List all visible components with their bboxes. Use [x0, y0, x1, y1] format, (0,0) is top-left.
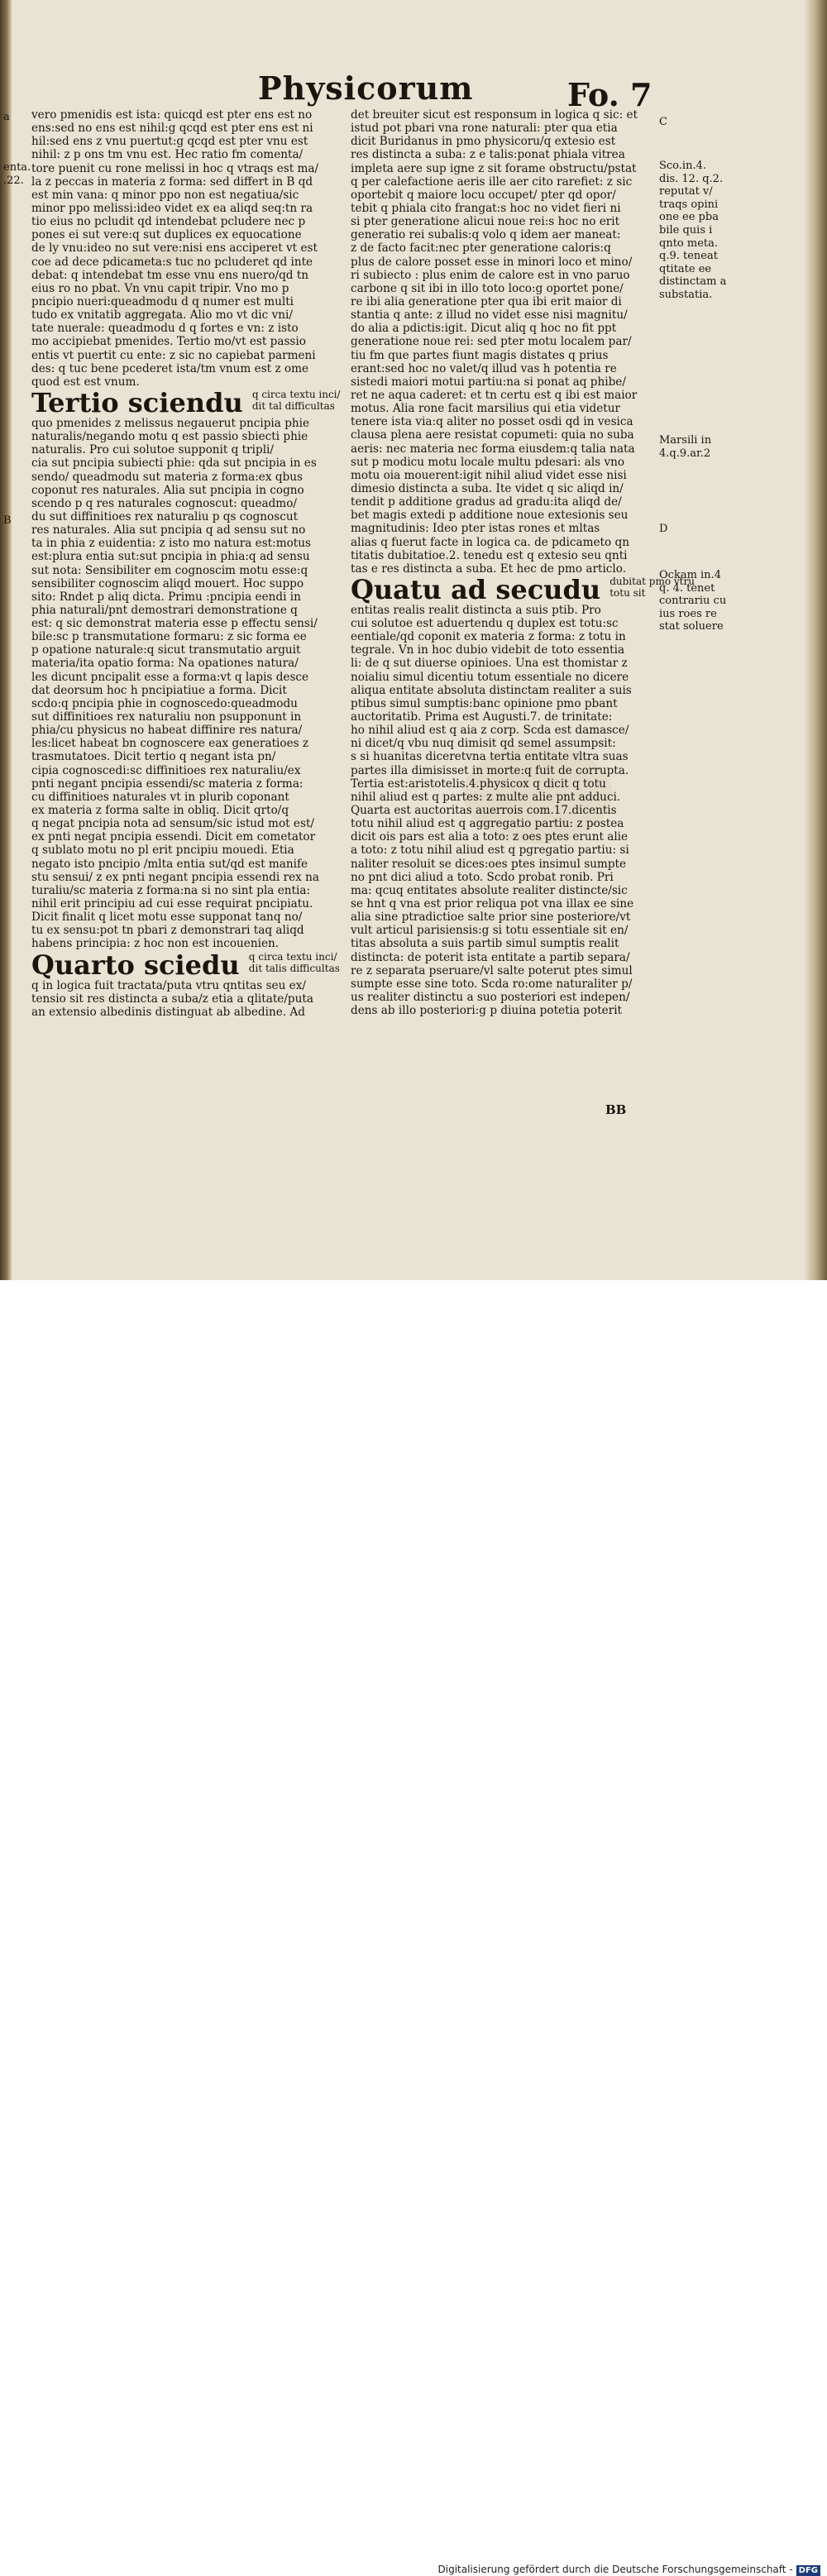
text-line: turaliu/sc materia z forma:na si no sint pla entia:: [31, 883, 311, 897]
text-line: pnti negant pncipia essendi/sc materia z forma:: [31, 777, 304, 791]
text-line: dat deorsum hoc h pncipiatiue a forma. Dicit: [31, 683, 287, 697]
section-heading-tail: q circa textu inci/ dit talis difficultas: [248, 950, 340, 974]
text-line: ri subiecto : plus enim de calore est in vno paruo: [351, 268, 630, 282]
text-line: bile:sc p transmutatione formaru: z sic forma ee: [31, 630, 307, 644]
text-line: est:plura entia sut:sut pncipia in phia:q ad sensu: [31, 550, 310, 564]
text-line: coe ad dece pdicameta:s tuc no pcluderet qd inte: [31, 255, 313, 269]
text-line: quo pmenides z melissus negauerut pncipia phie: [31, 416, 310, 430]
text-line: a toto: z totu nihil aliud est q pgregatio partiu: si: [351, 844, 629, 858]
text-line: clausa plena aere resistat copumeti: quia no suba: [351, 428, 634, 442]
footer-bar: [0, 1280, 827, 2575]
text-line: dicit ois pars est alia a toto: z oes ptes erunt alie: [351, 830, 629, 844]
text-line: q negat pncipia nota ad sensum/sic istud mot est/: [31, 817, 314, 831]
page-right-edge: [804, 0, 827, 1282]
text-line: tio eius no pcludit qd intendebat pcludere nec p: [31, 215, 306, 229]
text-line: generatione noue rei: sed pter motu localem par/: [351, 335, 632, 349]
text-line: nihil: z p ons tm vnu est. Hec ratio fm comenta/: [31, 148, 304, 162]
text-line: naturalis/negando motu q est passio sbiecti phie: [31, 430, 308, 444]
text-line: re ibi alia generatione pter qua ibi erit maior di: [351, 294, 622, 308]
text-line: phia naturali/pnt demostrari demonstratione q: [31, 603, 298, 617]
text-line: alia sine ptradictioe salte prior sine posteriore/vt: [351, 910, 631, 925]
text-line: no pnt dici aliud a toto. Scdo probat ronib. Pri: [351, 870, 614, 884]
folio-number: Fo. 7: [567, 76, 653, 113]
text-line: eentiale/qd coponit ex materia z forma: z totu in: [351, 630, 626, 644]
text-line: ens:sed no ens est nihil:g qcqd est pter ens est ni: [31, 122, 313, 136]
text-line: tendit p additione gradus ad gradu:ita aliqd de/: [351, 495, 622, 509]
text-line: motus. Alia rone facit marsilius qui etia videtur: [351, 402, 620, 416]
text-line: an extensio albedinis distinguat ab albedine. Ad: [31, 1005, 305, 1019]
text-line: negato isto pncipio /mlta entia sut/qd est manife: [31, 857, 308, 871]
text-line: des: q tuc bene pcederet ista/tm vnum est z ome: [31, 361, 309, 375]
text-line: plus de calore posset esse in minori loco et mino/: [351, 255, 633, 269]
text-line: sito: Rndet p aliq dicta. Primu :pncipia eendi in: [31, 590, 301, 604]
text-line: tensio sit res distincta a suba/z etia a qlitate/puta: [31, 992, 313, 1006]
text-line: us realiter distinctu a suo posteriori est indepen/: [351, 991, 630, 1004]
text-line: sumpte esse sine toto. Scda ro:ome naturaliter p/: [351, 977, 633, 991]
text-line: istud pot pbari vna rone naturali: pter qua etia: [351, 122, 618, 136]
text-line: stu sensui/ z ex pnti negant pncipia essendi rex na: [31, 870, 319, 884]
text-line: habens principia: z hoc non est incouenien.: [31, 937, 280, 951]
text-line: entitas realis realit distincta a suis ptib. Pro: [351, 603, 601, 617]
text-line: tu ex sensu:pot tn pbari z demonstrari taq aliqd: [31, 924, 304, 938]
text-line: naliter resoluit se dices:oes ptes insimul sumpte: [351, 857, 627, 871]
text-line: si pter generatione alicui noue rei:s hoc no erit: [351, 215, 620, 229]
text-line: ni dicet/q vbu nuq dimisit qd semel assumpsit:: [351, 737, 616, 751]
text-line: phia/cu physicus no habeat diffinire res natura/: [31, 724, 303, 738]
text-line: sut diffinitioes rex naturaliu non psupponunt in: [31, 710, 302, 724]
text-line: mo accipiebat pmenides. Tertio mo/vt est passio: [31, 335, 306, 349]
text-line: magnitudinis: Ideo pter istas rones et mltas: [351, 522, 600, 536]
left-text-column: [31, 108, 346, 1019]
section-heading-tail: q circa textu inci/ dit tal difficultas: [251, 388, 341, 412]
margin-note: Marsili in 4.q.9.ar.2: [659, 434, 712, 460]
text-line: oportebit q maiore locu occupet/ pter qd opor/: [351, 188, 616, 202]
text-line: dens ab illo posteriori:g p diuina potetia poterit: [351, 1004, 623, 1018]
text-line: res naturales. Alia sut pncipia q ad sensu sut no: [31, 523, 306, 538]
text-line: carbone q sit ibi in illo toto loco:g oportet pone/: [351, 281, 624, 295]
credit-text: Digitalisierung gefördert durch die Deutsche Forschungsgemeinschaft -: [437, 2564, 793, 2575]
text-line: Dicit finalit q licet motu esse supponat tanq no/: [31, 910, 303, 925]
text-line: ho nihil aliud est q aia z corp. Scda est damasce/: [351, 724, 629, 738]
text-line: noialiu simul dicentiu totum essentiale no dicere: [351, 670, 629, 684]
text-line: cui solutoe est aduertendu q duplex est totu:sc: [351, 617, 619, 631]
text-line: minor ppo melissi:ideo videt ex ea aliqd seq:tn ra: [31, 201, 313, 215]
margin-note: D: [659, 523, 668, 535]
text-line: li: de q sut diuerse opinioes. Una est thomistar z: [351, 657, 628, 671]
text-line: nihil aliud est q partes: z multe alie pnt adduci.: [351, 790, 621, 804]
text-line: hil:sed ens z vnu puertut:g qcqd est pter vnu est: [31, 135, 308, 149]
text-line: q sublato motu no pl erit pncipiu mouedi. Etia: [31, 844, 294, 858]
text-line: aliqua entitate absoluta distinctam realiter a suis: [351, 683, 632, 697]
section-heading-text: Tertio sciendu: [31, 386, 252, 418]
text-line: do alia a pdictis:igit. Dicut aliq q hoc no fit ppt: [351, 322, 617, 336]
text-line: tate nuerale: queadmodu d q fortes e vn: z isto: [31, 322, 299, 336]
text-line: est: q sic demonstrat materia esse p effectu sensi/: [31, 617, 318, 631]
text-line: ret ne aqua caderet: et tn certu est q ibi est maior: [351, 388, 638, 402]
text-line: vult articul parisiensis:g si totu essentiale sit en/: [351, 924, 629, 938]
text-line: de ly vnu:ideo no sut vere:nisi ens acciperet vt est: [31, 241, 318, 256]
text-line: tudo ex vnitatib aggregata. Alio mo vt dic vni/: [31, 308, 293, 323]
text-line: tore puenit cu rone melissi in hoc q vtraqs est ma/: [31, 161, 319, 175]
text-line: det breuiter sicut est responsum in logica q sic: et: [351, 108, 638, 122]
text-line: aeris: nec materia nec forma eiusdem:q talia nata: [351, 442, 635, 456]
text-line: distincta: de poterit ista entitate a partib separa/: [351, 950, 630, 964]
digitization-credit: [438, 2564, 821, 2576]
text-line: tas e res distincta a suba. Et hec de pmo articlo.: [351, 562, 627, 576]
section-heading: [351, 573, 695, 605]
dfg-logo: DFG: [796, 2565, 820, 2576]
text-line: p opatione naturale:q sicut transmutatio arguit: [31, 643, 301, 657]
text-line: la z peccas in materia z forma: sed differt in B qd: [31, 174, 313, 189]
text-line: alias q fuerut facte in logica ca. de pdicameto qn: [351, 535, 629, 549]
text-line: motu oia mouerent:igit nihil aliud videt esse nisi: [351, 468, 627, 482]
text-line: sensibiliter cognoscim aliqd mouert. Hoc suppo: [31, 576, 304, 590]
text-line: totu nihil aliud est q aggregatio partiu: z postea: [351, 817, 624, 831]
text-line: materia/ita opatio forma: Na opationes natura/: [31, 657, 299, 671]
text-line: cipia cognoscedi:sc diffinitioes rex naturaliu/ex: [31, 763, 301, 777]
text-line: q per calefactione aeris ille aer cito rarefiet: z sic: [351, 174, 633, 189]
text-line: sistedi maiori motui partiu:na si ponat aq phibe/: [351, 375, 626, 389]
margin-note: enta.: [3, 161, 31, 174]
text-line: se hnt q vna est prior reliqua pot vna illax ee sine: [351, 897, 634, 911]
text-line: tiu fm que partes fiunt magis distates q prius: [351, 348, 609, 362]
running-title: Physicorum: [258, 69, 474, 107]
text-line: impleta aere sup igne z sit forame obstructu/pstat: [351, 161, 637, 175]
text-line: stantia q ante: z illud no videt esse nisi magnitu/: [351, 308, 628, 323]
margin-note: a: [3, 111, 10, 123]
text-line: entis vt puertit cu ente: z sic no capiebat parmeni: [31, 348, 316, 362]
text-line: sut nota: Sensibiliter em cognoscim motu esse:q: [31, 563, 308, 577]
margin-note: .22.: [3, 174, 24, 187]
section-heading-tail: dubitat pmo vtru totu sit: [609, 575, 695, 599]
text-line: z de facto facit:nec pter generatione caloris:q: [351, 241, 611, 256]
text-line: est min vana: q minor ppo non est negatiua/sic: [31, 188, 299, 202]
text-line: dicit Buridanus in pmo physicoru/q extesio est: [351, 135, 616, 149]
text-line: les:licet habeat bn cognoscere eax generatioes z: [31, 737, 309, 751]
text-line: res distincta a suba: z e talis:ponat phiala vitrea: [351, 148, 625, 162]
margin-note: Sco.in.4. dis. 12. q.2. reputat v/ traqs opini one ee pba bile quis i qnto meta. q.9. teneat qtitate ee distinctam a substatia.: [659, 160, 727, 301]
text-line: pncipio nueri:queadmodu d q numer est multi: [31, 294, 294, 308]
text-line: debat: q intendebat tm esse vnu ens nuero/qd tn: [31, 268, 309, 282]
text-line: cu diffinitioes naturales vt in plurib coponant: [31, 790, 289, 804]
text-line: s si huanitas diceretvna tertia entitate vltra suas: [351, 750, 629, 764]
text-line: nihil erit principiu ad cui esse requirat pncipiatu.: [31, 897, 313, 911]
text-line: sendo/ queadmodu sut materia z forma:ex qbus: [31, 470, 303, 484]
text-line: titatis dubitatioe.2. tenedu est q extesio seu qnti: [351, 548, 628, 562]
text-line: ta in phia z euidentia: z isto mo natura est:motus: [31, 537, 311, 551]
text-line: ptibus simul sumptis:banc opinione pmo pbant: [351, 696, 618, 710]
margin-note: B: [3, 514, 12, 527]
text-line: erant:sed hoc no valet/q illud vas h potentia re: [351, 361, 617, 375]
margin-note: C: [659, 116, 667, 128]
section-heading-text: Quarto sciedu: [31, 949, 249, 981]
text-line: q in logica fuit tractata/puta vtru qntitas seu ex/: [31, 978, 306, 992]
text-line: scendo p q res naturales cognoscut: queadmo/: [31, 496, 297, 510]
text-line: eius ro no pbat. Vn vnu capit tripir. Vno mo p: [31, 281, 289, 295]
text-line: naturalis. Pro cui solutoe supponit q tripli/: [31, 443, 274, 457]
text-line: quod est est vnum.: [31, 375, 140, 389]
text-line: du sut diffinitioes rex naturaliu p qs cognoscut: [31, 509, 299, 523]
text-line: coponut res naturales. Alia sut pncipia in cogno: [31, 483, 304, 497]
signature-mark: BB: [605, 1102, 627, 1117]
text-line: dimesio distincta a suba. Ite videt q sic aliqd in/: [351, 481, 624, 495]
section-heading: [31, 386, 346, 418]
text-line: vero pmenidis est ista: quicqd est pter ens est no: [31, 108, 313, 122]
text-line: ex materia z forma salte in obliq. Dicit qrto/q: [31, 804, 289, 818]
text-line: titas absoluta a suis partib simul sumptis realit: [351, 937, 619, 951]
text-line: les dicunt pncipalit esse a forma:vt q lapis desce: [31, 670, 309, 684]
section-heading-text: Quatu ad secudu: [351, 573, 610, 605]
text-line: sut p modicu motu locale multu pdesari: als vno: [351, 455, 625, 469]
text-line: ma: qcuq entitates absolute realiter distincte/sic: [351, 883, 628, 897]
text-line: scdo:q pncipia phie in cognoscedo:queadmodu: [31, 696, 298, 710]
text-line: re z separata pseruare/vl salte poterut ptes simul: [351, 963, 633, 977]
text-line: tegrale. Vn in hoc dubio videbit de toto essentia: [351, 643, 625, 657]
text-line: Quarta est auctoritas auerrois com.17.dicentis: [351, 804, 617, 818]
text-line: tebit q phiala cito frangat:s hoc no videt fieri ni: [351, 201, 621, 215]
text-line: bet magis extedi p additione noue extesionis seu: [351, 509, 629, 523]
text-line: Tertia est:aristotelis.4.physicox q dicit q totu: [351, 777, 606, 791]
text-line: partes illa dimisisset in morte:q fuit de corrupta.: [351, 763, 629, 777]
text-line: pones ei sut vere:q sut duplices ex equocatione: [31, 228, 302, 242]
section-heading: [31, 951, 346, 979]
text-line: cia sut pncipia subiecti phie: qda sut pncipia in es: [31, 456, 317, 471]
margin-note: Ockam in.4 q. 4. tenet contrariu cu ius roes re stat soluere: [659, 569, 727, 633]
text-line: ex pnti negat pncipia essendi. Dicit em cometator: [31, 830, 316, 844]
text-line: tenere ista via:q aliter no posset osdi qd in vesica: [351, 415, 633, 429]
text-line: trasmutatoes. Dicit tertio q negant ista pn/: [31, 750, 276, 764]
text-line: generatio rei subalis:q volo q idem aer maneat:: [351, 228, 621, 242]
text-line: auctoritatib. Prima est Augusti.7. de trinitate:: [351, 710, 613, 724]
page-left-edge: [0, 0, 12, 1282]
